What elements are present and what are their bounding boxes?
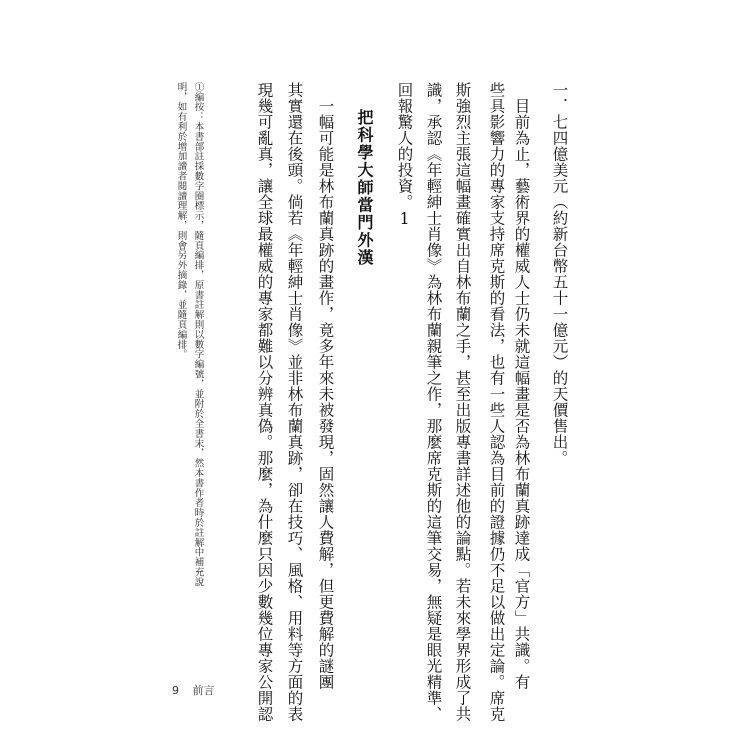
text-column-2: 目前為止，藝術界的權威人士仍未就這幅畫是否為林布蘭真跡達成「官方」共識。有 [512,82,531,690]
text-column-1: 一．七四億美元（約新台幣五十一億元）的天價售出。 [550,82,569,466]
page-number: 9 [172,684,179,697]
text-column-4: 斯強烈主張這幅畫確實出自林布蘭之手，甚至出版專書詳述他的論點。若未來學界形成了共 [453,82,472,722]
text-column-9: 現幾可亂真，讓全球最權威的專家都難以分辨真偽。那麼，為什麼只因少數幾位專家公開認 [255,82,274,722]
footnote-line-2: 明，如有利於增加讀者閱讀理解，則會另外摘錄，並隨頁編排。 [175,82,187,360]
text-column-6: 回報驚人的投資。1 [395,82,414,229]
text-column-8: 其實還在後頭。倘若《年輕紳士肖像》並非林布蘭真跡，卻在技巧、風格、用料等方面的表 [285,82,304,722]
section-name: 前言 [192,684,215,697]
text-column-3: 些具影響力的專家支持席克斯的看法，也有一些人認為目前的證據仍不足以做出定論。席克 [487,82,506,722]
page-footer [172,682,225,698]
footnote-line-1: ①編按：本書部註採數字圈標示，隨頁編排，原書註解則以數字編號，並附於全書末，然本書作者時於註解中補充說 [192,82,204,587]
section-heading: 把科學大師當門外漢 [355,109,374,267]
text-column-5: 識，承認《年輕紳士肖像》為林布蘭親筆之作，那麼席克斯的這筆交易，無疑是眼光精準、 [424,82,443,722]
text-column-7: 一幅可能是林布蘭真跡的畫作，竟多年來未被發現，固然讓人費解，但更費解的謎團 [316,82,335,690]
